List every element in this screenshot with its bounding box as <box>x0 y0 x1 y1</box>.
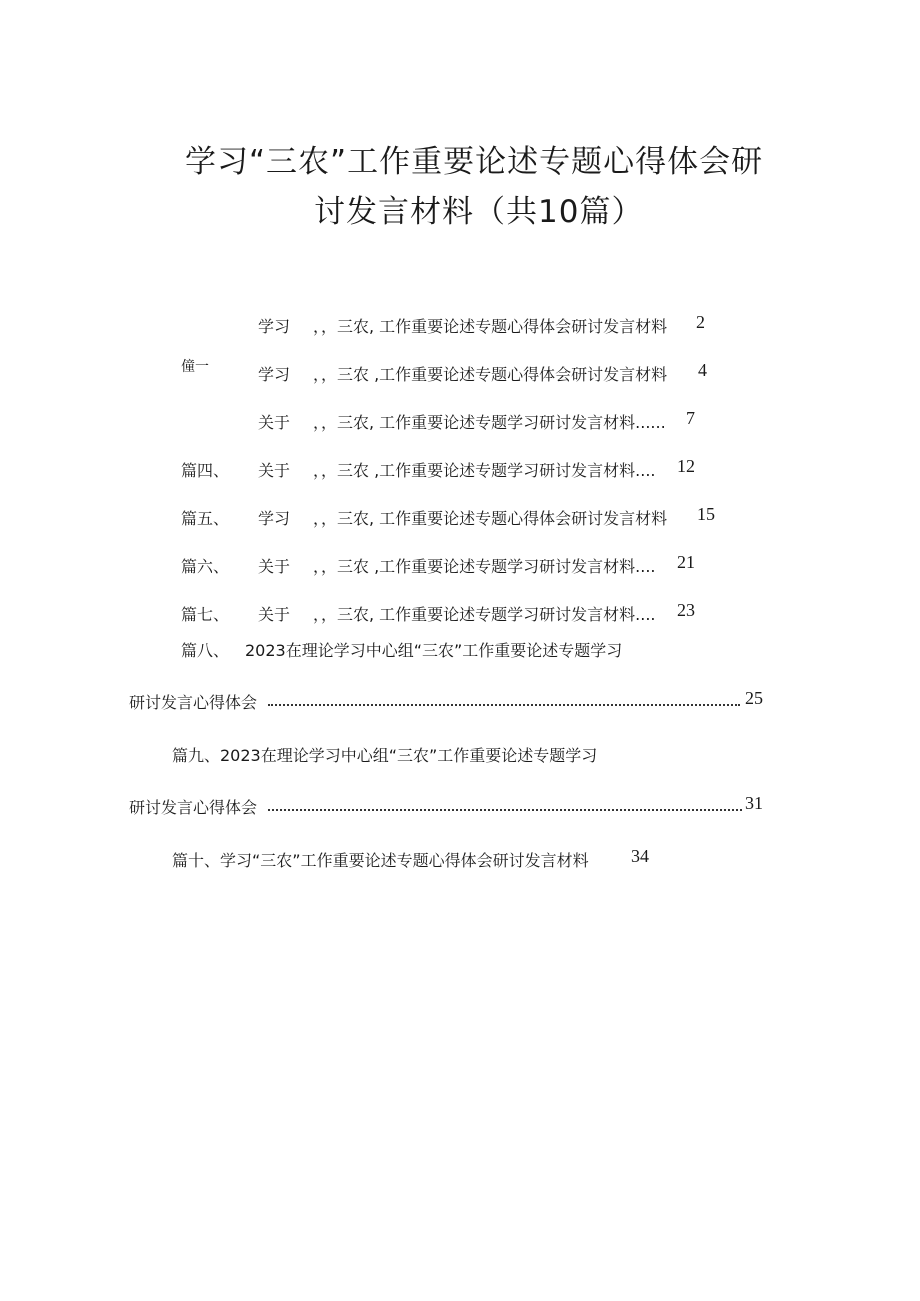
toc-entry-7-text[interactable]: ，，三农, 工作重要论述专题学习研讨发言材料.... <box>313 605 656 624</box>
toc-entry-3-text[interactable]: ，，三农, 工作重要论述专题学习研讨发言材料...... <box>313 413 666 432</box>
toc-entry-8-line-1[interactable]: 2023在理论学习中心组“三农”工作重要论述专题学习 <box>245 641 623 660</box>
toc-entry-1-prefix: 学习 <box>258 317 291 336</box>
toc-entry-8-label: 篇八、 <box>181 641 230 660</box>
toc-entry-2-page: 4 <box>698 360 707 380</box>
toc-entry-6-label: 篇六、 <box>181 557 230 576</box>
toc-entry-10-page: 34 <box>631 846 649 866</box>
toc-entry-3-prefix: 关于 <box>258 413 291 432</box>
toc-entry-4-page: 12 <box>677 456 695 476</box>
toc-entry-8-leader <box>268 704 740 706</box>
document-title-line-1: 学习“三农”工作重要论述专题心得体会研 <box>185 144 764 180</box>
toc-entry-5-text[interactable]: ，，三农, 工作重要论述专题心得体会研讨发言材料 <box>313 509 668 528</box>
toc-entry-5-label: 篇五、 <box>181 509 230 528</box>
toc-entry-9-page: 31 <box>745 793 763 813</box>
toc-entry-6-page: 21 <box>677 552 695 572</box>
toc-entry-7-page: 23 <box>677 600 695 620</box>
toc-entry-4-prefix: 关于 <box>258 461 291 480</box>
document-title-line-2: 讨发言材料（共10篇） <box>314 194 644 230</box>
toc-entry-2-text[interactable]: ，，三农 ,工作重要论述专题心得体会研讨发言材料 <box>313 365 668 384</box>
toc-entry-10-text[interactable]: 篇十、学习“三农”工作重要论述专题心得体会研讨发言材料 <box>172 851 589 870</box>
toc-entry-9-line-1[interactable]: 篇九、2023在理论学习中心组“三农”工作重要论述专题学习 <box>172 746 598 765</box>
toc-entry-2-prefix: 学习 <box>258 365 291 384</box>
toc-entry-6-text[interactable]: ，，三农 ,工作重要论述专题学习研讨发言材料.... <box>313 557 656 576</box>
toc-side-label: 僮一 <box>181 359 209 375</box>
toc-entry-4-text[interactable]: ，，三农 ,工作重要论述专题学习研讨发言材料.... <box>313 461 656 480</box>
toc-entry-3-page: 7 <box>686 408 695 428</box>
toc-entry-5-page: 15 <box>697 504 715 524</box>
toc-entry-7-label: 篇七、 <box>181 605 230 624</box>
toc-entry-1-page: 2 <box>696 312 705 332</box>
toc-entry-8-page: 25 <box>745 688 763 708</box>
toc-entry-4-label: 篇四、 <box>181 461 230 480</box>
toc-entry-7-prefix: 关于 <box>258 605 291 624</box>
toc-entry-8-line-2[interactable]: 研讨发言心得体会 <box>129 693 258 712</box>
toc-entry-6-prefix: 关于 <box>258 557 291 576</box>
toc-entry-1-text[interactable]: ，，三农, 工作重要论述专题心得体会研讨发言材料 <box>313 317 668 336</box>
toc-entry-5-prefix: 学习 <box>258 509 291 528</box>
toc-entry-9-leader <box>268 809 742 811</box>
toc-entry-9-line-2[interactable]: 研讨发言心得体会 <box>129 798 258 817</box>
